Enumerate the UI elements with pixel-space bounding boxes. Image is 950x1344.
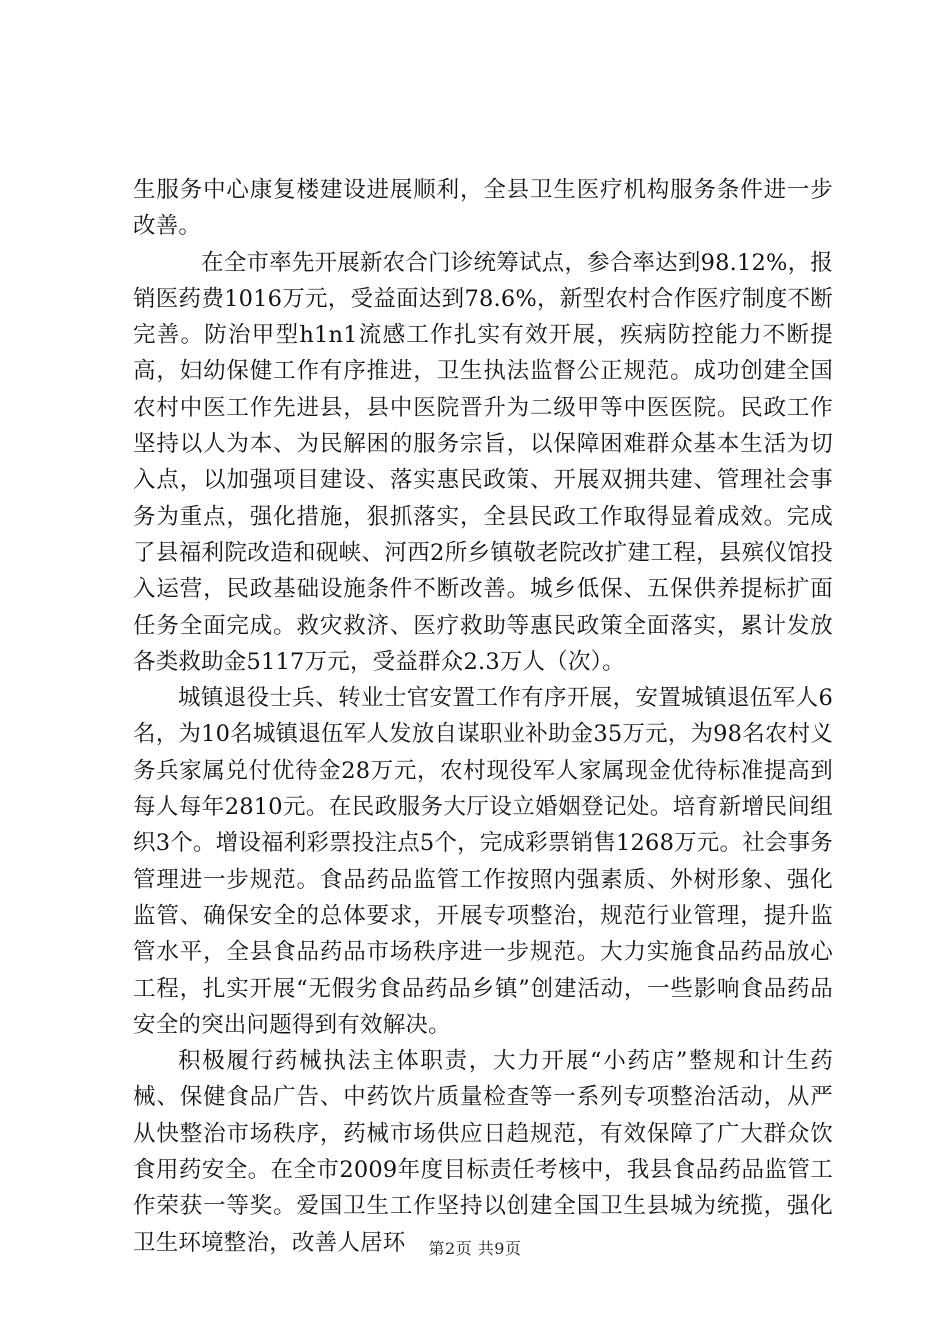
page-number-footer: 第2页 共9页 [428,1239,522,1258]
paragraph-3: 城镇退役士兵、转业士官安置工作有序开展，安置城镇退伍军人6名，为10名城镇退伍军人发放自谋职业补助金35万元，为98名农村义务兵家属兑付优待金28万元，农村现役军人家属现金优待标准提高到每人每年2810元。在民政服务大厅设立婚姻登记处。培育新增民间组织3个。增设福利彩票投注点5个，完成彩票销售1268万元。社会事务管理进一步规范。食品药品监管工作按照内强素质、外树形象、强化监管、确保安全的总体要求，开展专项整治，规范行业管理，提升监管水平，全县食品药品市场秩序进一步规范。大力实施食品药品放心工程，扎实开展“无假劣食品药品乡镇”创建活动，一些影响食品药品安全的突出问题得到有效解决。 [133,685,833,1038]
document-body [133,172,833,1261]
paragraph-4: 积极履行药械执法主体职责，大力开展“小药店”整规和计生药械、保健食品广告、中药饮片质量检查等一系列专项整治活动，从严从快整治市场秩序，药械市场供应日趋规范，有效保障了广大群众饮食用药安全。在全市2009年度目标责任考核中，我县食品药品监管工作荣获一等奖。爱国卫生工作坚持以创建全国卫生县城为统揽，强化卫生环境整治，改善人居环 [133,1048,833,1256]
paragraph-2: 在全市率先开展新农合门诊统筹试点，参合率达到98.12%，报销医药费1016万元，受益面达到78.6%，新型农村合作医疗制度不断完善。防治甲型h1n1流感工作扎实有效开展，疾病防控能力不断提高，妇幼保健工作有序推进，卫生执法监督公正规范。成功创建全国农村中医工作先进县，县中医院晋升为二级甲等中医医院。民政工作坚持以人为本、为民解困的服务宗旨，以保障困难群众基本生活为切入点，以加强项目建设、落实惠民政策、开展双拥共建、管理社会事务为重点，强化措施，狠抓落实，全县民政工作取得显着成效。完成了县福利院改造和砚峡、河西2所乡镇敬老院改扩建工程，县殡仪馆投入运营，民政基础设施条件不断改善。城乡低保、五保供养提标扩面任务全面完成。救灾救济、医疗救助等惠民政策全面落实，累计发放各类救助金5117万元，受益群众2.3万人（次）。 [133,249,833,675]
paragraph-1: 生服务中心康复楼建设进展顺利，全县卫生医疗机构服务条件进一步改善。 [133,177,833,240]
